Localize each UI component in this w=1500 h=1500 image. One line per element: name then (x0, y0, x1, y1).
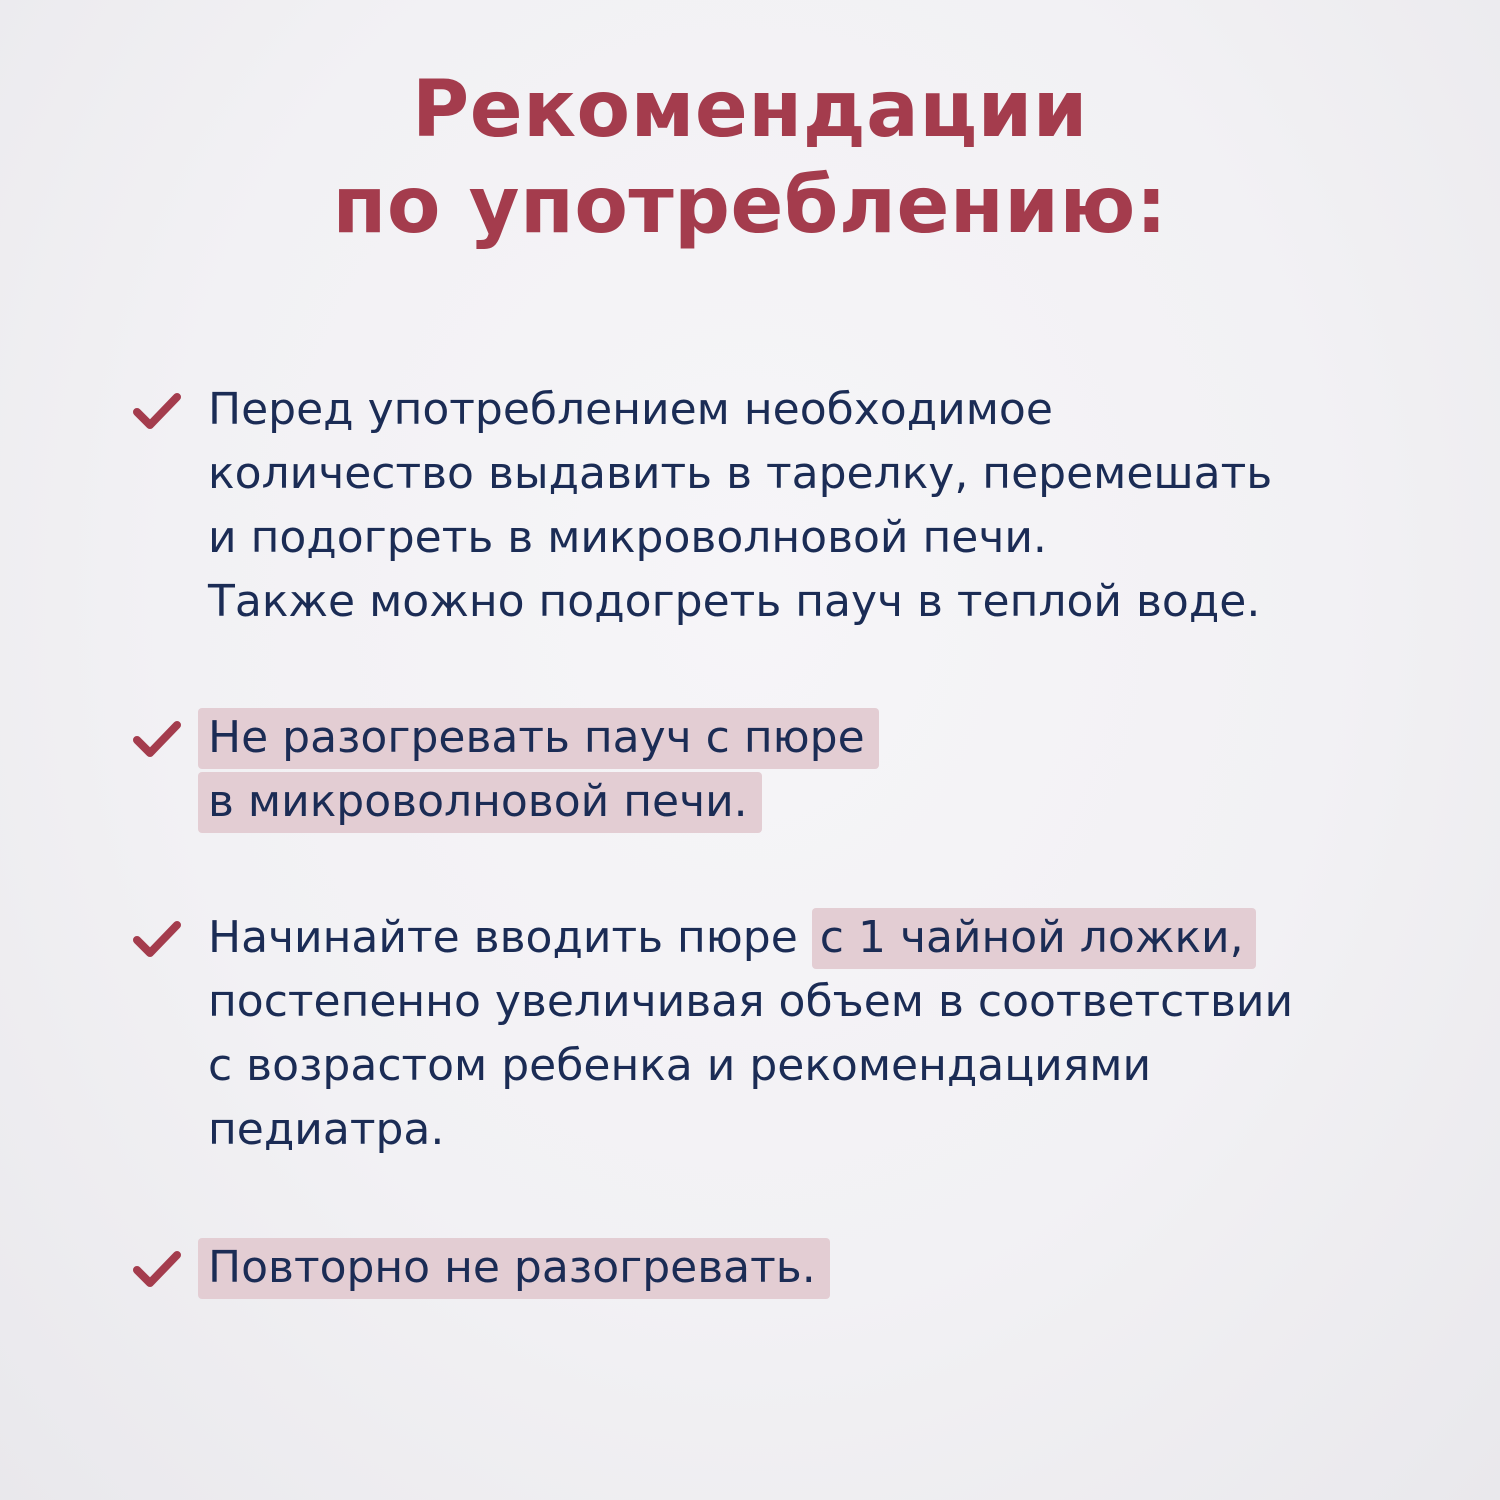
check-mark-icon (132, 1250, 182, 1290)
item-4-line-1: Повторно не разогревать. (198, 1238, 830, 1299)
item-3-line-3: с возрастом ребенка и рекомендациями (208, 1040, 1152, 1091)
check-mark-icon (132, 920, 182, 960)
item-3-line-1 (208, 906, 1428, 970)
page-title (0, 62, 1500, 254)
item-3-line-1-plain: Начинайте вводить пюре (208, 912, 812, 963)
check-mark-icon (132, 720, 182, 760)
item-1-line-2: количество выдавить в тарелку, перемешать (208, 448, 1273, 499)
item-1-line-3: и подогреть в микроволновой печи. (208, 512, 1047, 563)
item-2-line-2: в микроволновой печи. (198, 772, 762, 833)
item-1-line-4: Также можно подогреть пауч в теплой воде. (208, 576, 1261, 627)
item-2-line-1: Не разогревать пауч с пюре (198, 708, 879, 769)
item-3-highlight: с 1 чайной ложки, (812, 908, 1256, 969)
title-line-2: по употреблению: (332, 161, 1168, 251)
item-3-line-4: педиатра. (208, 1104, 445, 1155)
title-line-1: Рекомендации (412, 65, 1088, 155)
item-3-line-2: постепенно увеличивая объем в соответствии (208, 976, 1294, 1027)
item-1-line-1: Перед употреблением необходимое (208, 384, 1053, 435)
check-mark-icon (132, 392, 182, 432)
